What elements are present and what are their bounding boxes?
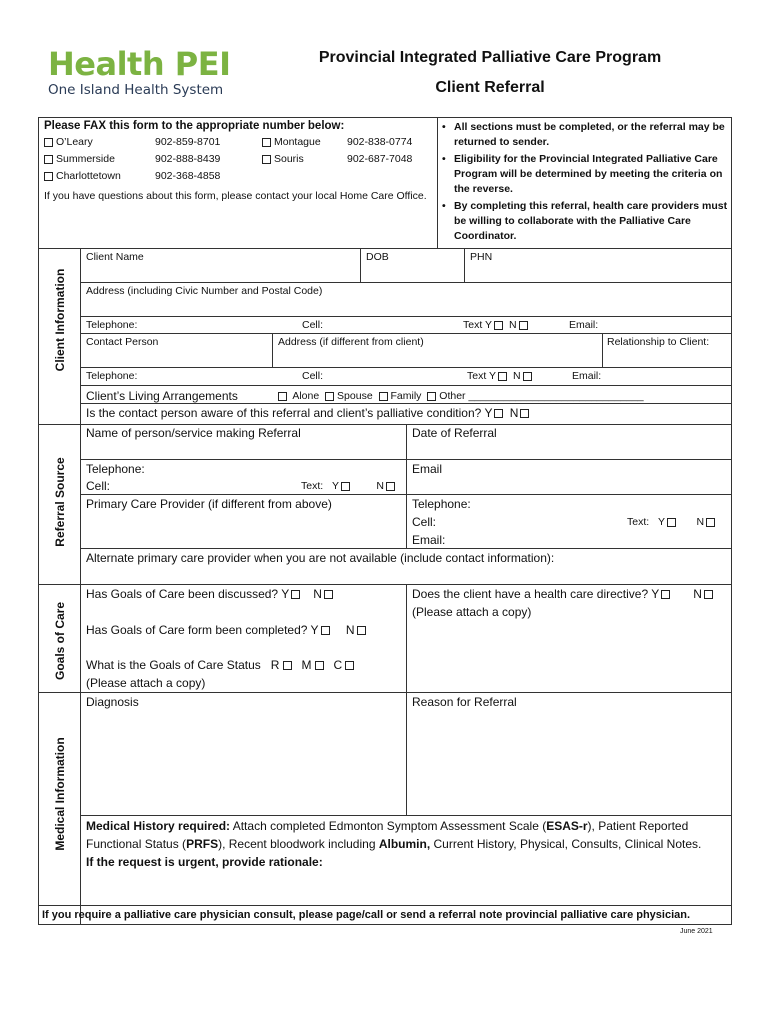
alternate-provider-field[interactable]: Alternate primary care provider when you are not available (include contact information): — [86, 551, 555, 565]
referrer-text-yn: Text: Y N — [301, 480, 398, 493]
primary-text-yn: Text: Y N — [627, 516, 718, 529]
referral-date-field[interactable]: Date of Referral — [412, 426, 497, 440]
checkbox[interactable] — [498, 372, 507, 381]
client-address-field[interactable]: Address (including Civic Number and Postal Code) — [86, 285, 323, 297]
checkbox[interactable] — [661, 590, 670, 599]
goals-status-question: What is the Goals of Care Status R M C — [86, 658, 357, 672]
health-pei-logo: Health PEI — [48, 45, 231, 83]
checkbox[interactable] — [262, 155, 271, 164]
instruction-item: • Eligibility for the Provincial Integrated Palliative Care Program will be determined by meeting the criteria on the reverse. — [442, 152, 730, 197]
revision-date: June 2021 — [680, 928, 713, 935]
section-goals-of-care: Goals of Care — [53, 601, 67, 681]
checkbox[interactable] — [315, 661, 324, 670]
office-montague: Montague — [262, 136, 321, 149]
checkbox[interactable] — [706, 518, 715, 527]
physician-consult-note: If you require a palliative care physician consult, please page/call or send a referral note provincial palliative care physician. — [42, 909, 691, 921]
instruction-item: • All sections must be completed, or the referral may be returned to sender. — [442, 120, 730, 150]
referrer-telephone[interactable]: Telephone: — [86, 462, 145, 476]
checkbox[interactable] — [44, 172, 53, 181]
fax-number: 902-838-0774 — [347, 136, 413, 148]
medical-history-line1: Medical History required: Attach completed Edmonton Symptom Assessment Scale (ESAS-r), Patient Reported — [86, 819, 689, 833]
checkbox[interactable] — [386, 482, 395, 491]
contact-cell[interactable]: Cell: — [302, 370, 324, 382]
checkbox[interactable] — [262, 138, 271, 147]
phn-field[interactable]: PHN — [470, 251, 493, 263]
client-telephone[interactable]: Telephone: — [86, 319, 138, 331]
client-name-field[interactable]: Client Name — [86, 251, 144, 263]
checkbox[interactable] — [283, 661, 292, 670]
living-arrangements-label: Client’s Living Arrangements — [86, 389, 238, 403]
contact-aware-question: Is the contact person aware of this referral and client’s palliative condition? Y N — [86, 406, 532, 420]
office-oleary: O’Leary — [44, 136, 93, 149]
checkbox[interactable] — [321, 626, 330, 635]
checkbox[interactable] — [278, 392, 287, 401]
goals-discussed-question: Has Goals of Care been discussed? Y N — [86, 587, 336, 601]
form-subtitle: Client Referral — [435, 79, 545, 96]
fax-note: If you have questions about this form, please contact your local Home Care Office. — [44, 190, 427, 202]
relationship-field[interactable]: Relationship to Client: — [607, 336, 710, 348]
directive-attach-note: (Please attach a copy) — [412, 605, 532, 619]
diagnosis-field[interactable]: Diagnosis — [86, 695, 139, 709]
health-directive-question: Does the client have a health care directive? Y N — [412, 587, 716, 601]
checkbox[interactable] — [427, 392, 436, 401]
client-cell[interactable]: Cell: — [302, 319, 324, 331]
living-options: Alone Spouse Family Other ______________________________ — [278, 390, 644, 403]
checkbox[interactable] — [44, 138, 53, 147]
contact-text-yn: Text Y N — [467, 370, 535, 383]
section-referral-source: Referral Source — [53, 457, 67, 547]
office-summerside: Summerside — [44, 153, 115, 166]
checkbox[interactable] — [345, 661, 354, 670]
checkbox[interactable] — [325, 392, 334, 401]
form-title: Provincial Integrated Palliative Care Program — [318, 49, 662, 66]
dob-field[interactable]: DOB — [366, 251, 389, 263]
fax-heading: Please FAX this form to the appropriate number below: — [44, 120, 345, 132]
office-charlottetown: Charlottetown — [44, 170, 121, 183]
checkbox[interactable] — [341, 482, 350, 491]
section-client-information: Client Information — [53, 268, 67, 372]
checkbox[interactable] — [519, 321, 528, 330]
reason-for-referral-field[interactable]: Reason for Referral — [412, 695, 517, 709]
primary-telephone[interactable]: Telephone: — [412, 497, 471, 511]
contact-email[interactable]: Email: — [572, 370, 602, 382]
section-medical-information: Medical Information — [53, 737, 67, 851]
fax-number: 902-687-7048 — [347, 153, 413, 165]
referrer-cell[interactable]: Cell: — [86, 479, 111, 493]
checkbox[interactable] — [667, 518, 676, 527]
contact-telephone[interactable]: Telephone: — [86, 370, 138, 382]
primary-care-provider-field[interactable]: Primary Care Provider (if different from above) — [86, 497, 332, 511]
contact-person-field[interactable]: Contact Person — [86, 336, 159, 348]
client-text-yn: Text Y N — [463, 319, 531, 332]
logo-tagline: One Island Health System — [48, 82, 224, 98]
medical-history-line2: Functional Status (PRFS), Recent bloodwork including Albumin, Current History, Physical, Consults, Clinical Notes. — [86, 837, 702, 851]
checkbox[interactable] — [494, 409, 503, 418]
checkbox[interactable] — [523, 372, 532, 381]
referrer-name-field[interactable]: Name of person/service making Referral — [86, 426, 301, 440]
checkbox[interactable] — [494, 321, 503, 330]
checkbox[interactable] — [324, 590, 333, 599]
checkbox[interactable] — [379, 392, 388, 401]
checkbox[interactable] — [704, 590, 713, 599]
fax-number: 902-888-8439 — [155, 153, 221, 165]
checkbox[interactable] — [357, 626, 366, 635]
referrer-email[interactable]: Email — [412, 462, 443, 476]
checkbox[interactable] — [44, 155, 53, 164]
goals-form-completed-question: Has Goals of Care form been completed? Y N — [86, 623, 369, 637]
instructions-list — [442, 120, 730, 246]
office-souris: Souris — [262, 153, 304, 166]
primary-email[interactable]: Email: — [412, 533, 446, 547]
instruction-item: • By completing this referral, health care providers must be willing to collaborate with the Palliative Care Coordinator. — [442, 199, 730, 244]
checkbox[interactable] — [520, 409, 529, 418]
goals-attach-note: (Please attach a copy) — [86, 676, 206, 690]
urgent-rationale-field[interactable]: If the request is urgent, provide rationale: — [86, 855, 323, 869]
client-email[interactable]: Email: — [569, 319, 599, 331]
contact-address-field[interactable]: Address (if different from client) — [278, 336, 424, 348]
checkbox[interactable] — [291, 590, 300, 599]
fax-number: 902-859-8701 — [155, 136, 221, 148]
primary-cell[interactable]: Cell: — [412, 515, 437, 529]
fax-number: 902-368-4858 — [155, 170, 221, 182]
